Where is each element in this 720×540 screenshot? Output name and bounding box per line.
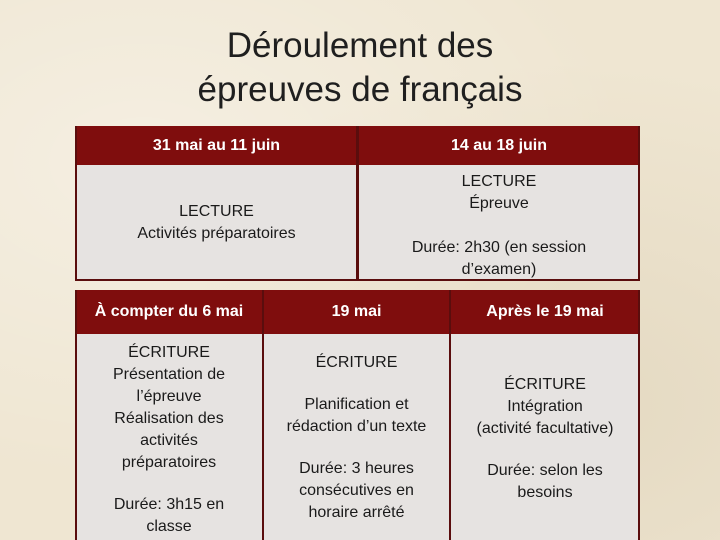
reading-prep-cell [75,165,358,281]
cell-line: Réalisation des [114,410,224,427]
cell-line: consécutives en [299,482,414,499]
page-title [0,24,720,112]
header-label: Après le 19 mai [486,303,604,320]
table-border [356,126,359,281]
cell-line: Épreuve [469,195,529,212]
title-line-2: épreuves de français [197,70,523,109]
header-label: À compter du 6 mai [94,303,244,320]
header-a-compter-6-mai [75,290,263,334]
table-border [638,126,640,281]
cell-line: Durée: 3h15 en [113,496,225,513]
cell-line: préparatoires [121,454,217,471]
writing-exam-cell [263,334,450,540]
cell-line: ÉCRITURE [504,376,586,393]
title-line-1: Déroulement des [226,26,494,65]
header-14-18-juin [358,126,640,165]
cell-line: Planification et [304,396,409,413]
cell-line: (activité facultative) [476,420,614,437]
cell-line: Intégration [507,398,583,415]
cell-line: ÉCRITURE [128,344,210,361]
cell-line: horaire arrêté [308,504,405,521]
header-31-mai-11-juin [75,126,358,165]
cell-line: Durée: 2h30 (en session [411,239,587,256]
header-label: 31 mai au 11 juin [152,136,281,154]
header-apres-19-mai [450,290,640,334]
cell-line: Durée: selon les [487,462,603,479]
cell-line: ÉCRITURE [315,354,398,371]
table-border [449,290,451,540]
table-border [262,290,264,540]
table-border [75,279,640,281]
cell-line: Présentation de [112,366,226,383]
table-border [638,290,640,540]
cell-line: LECTURE [461,173,537,190]
cell-line: activités [140,432,198,449]
header-label: 19 mai [331,303,382,320]
writing-prep-cell [75,334,263,540]
reading-exam-cell [358,165,640,281]
table-border [75,126,77,281]
header-label: 14 au 18 juin [450,136,548,154]
cell-line: LECTURE [179,203,254,220]
cell-line: Activités préparatoires [137,225,296,242]
header-19-mai [263,290,450,334]
writing-integration-cell [450,334,640,540]
cell-line: rédaction d’un texte [286,418,427,435]
cell-line: d’examen) [461,261,537,278]
cell-line: besoins [517,484,573,501]
cell-line: classe [146,518,192,535]
cell-line: Durée: 3 heures [299,460,414,477]
table-border [75,290,77,540]
cell-line: l’épreuve [136,388,202,405]
